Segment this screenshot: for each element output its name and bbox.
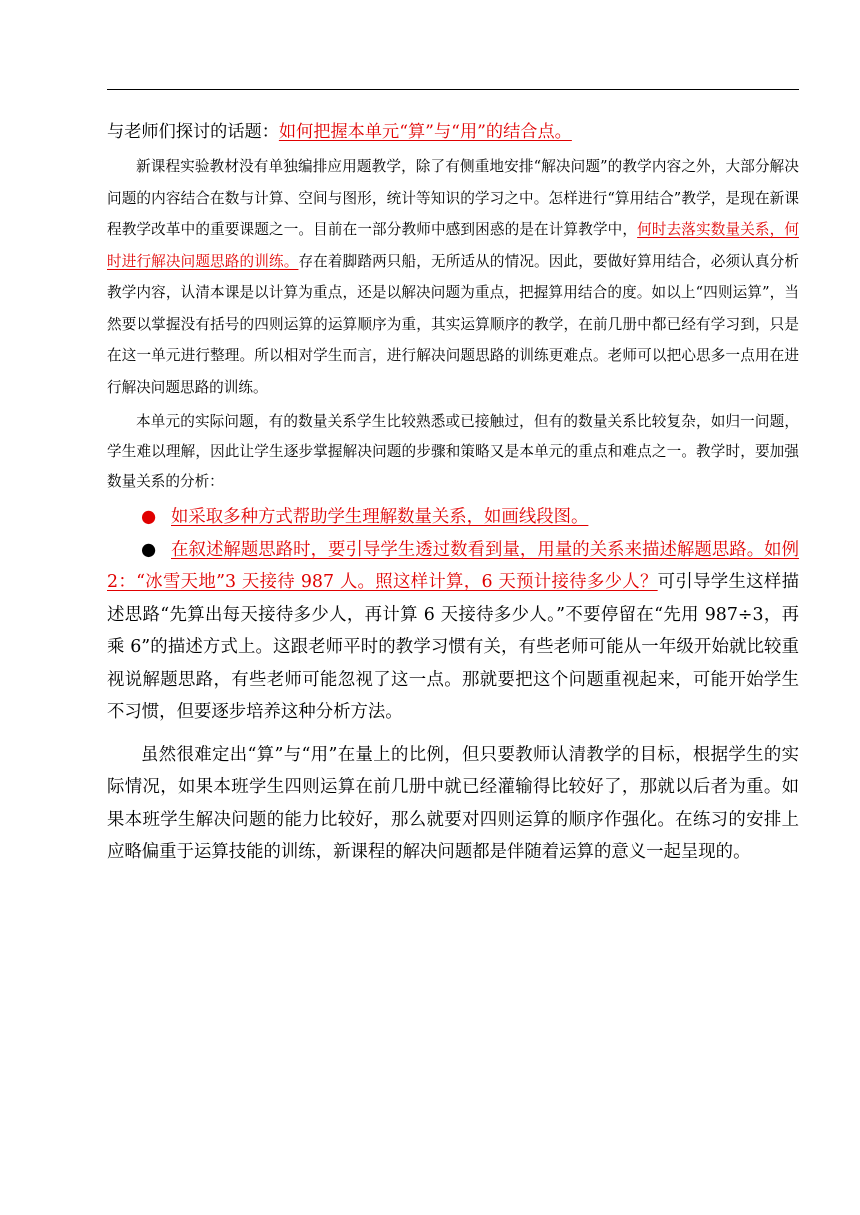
- header-rule: [107, 89, 799, 90]
- paragraph-1: [107, 151, 799, 403]
- paragraph-last: 虽然很难定出“算”与“用”在量上的比例，但只要教师认清教学的目标，根据学生的实际情况，如果本班学生四则运算在前几册中就已经灌输得比较好了，那就以后者为重。如果本班学生解决问题的能力比较好，那么就要对四则运算的顺序作强化。在练习的安排上应略偏重于运算技能的训练，新课程的解决问题都是伴随着运算的意义一起呈现的。: [107, 744, 799, 862]
- topic-highlight: 如何把握本单元“算”与“用”的结合点。: [278, 122, 572, 142]
- bullet-1-text: 如采取多种方式帮助学生理解数量关系，如画线段图。: [171, 507, 589, 527]
- document-body: [107, 118, 799, 869]
- bullet-2-text: 可引导学生这样描述思路“先算出每天接待多少人，再计算 6 天接待多少人。”不要停留在“先用 987÷3，再乘 6”的描述方式上。这跟老师平时的教学习惯有关，有些老师可能从一年级开始就比较重视说解题思路，有些老师可能忽视了这一点。那就要把这个问题重视起来，可能开始学生不习惯，但要逐步培养这种分析方法。: [107, 572, 799, 722]
- bullet-icon: ●: [141, 507, 157, 527]
- bullet-icon: ●: [141, 539, 157, 560]
- bullet-2-highlight: 在叙述解题思路时，要引导学生透过数看到量，用量的关系来描述解题思路。如例 2：“冰雪天地”3 天接待 987 人。照这样计算，6 天预计接待多少人？: [107, 539, 799, 592]
- topic-paragraph: [107, 118, 799, 147]
- paragraph-1-highlight: 何时去落实数量关系，何时进行解决问题思路的训练。: [107, 221, 799, 270]
- paragraph-1-text-a: 新课程实验教材没有单独编排应用题教学，除了有侧重地安排“解决问题”的教学内容之外，大部分解决问题的内容结合在数与计算、空间与图形，统计等知识的学习之中。怎样进行“算用结合”教学，是现在新课程教学改革中的重要课题之一。目前在一部分教师中感到困惑的是在计算教学中，: [107, 158, 799, 238]
- bullet-item-2: [107, 534, 799, 729]
- topic-prefix: 与老师们探讨的话题：: [107, 122, 279, 142]
- paragraph-1-text-b: 存在着脚踏两只船，无所适从的情况。因此，要做好算用结合，必须认真分析教学内容，认清本课是以计算为重点，还是以解决问题为重点，把握算用结合的度。如以上“四则运算”，当然要以掌握没有括号的四则运算的运算顺序为重，其实运算顺序的教学，在前几册中都已经有学习到，只是在这一单元进行整理。所以相对学生而言，进行解决问题思路的训练更难点。老师可以把心思多一点用在进行解决问题思路的训练。: [107, 252, 799, 396]
- bullet-item-1: [107, 501, 799, 534]
- paragraph-2: 本单元的实际问题，有的数量关系学生比较熟悉或已接触过，但有的数量关系比较复杂，如归一问题，学生难以理解，因此让学生逐步掌握解决问题的步骤和策略又是本单元的重点和难点之一。教学时，要加强数量关系的分析：: [107, 413, 799, 490]
